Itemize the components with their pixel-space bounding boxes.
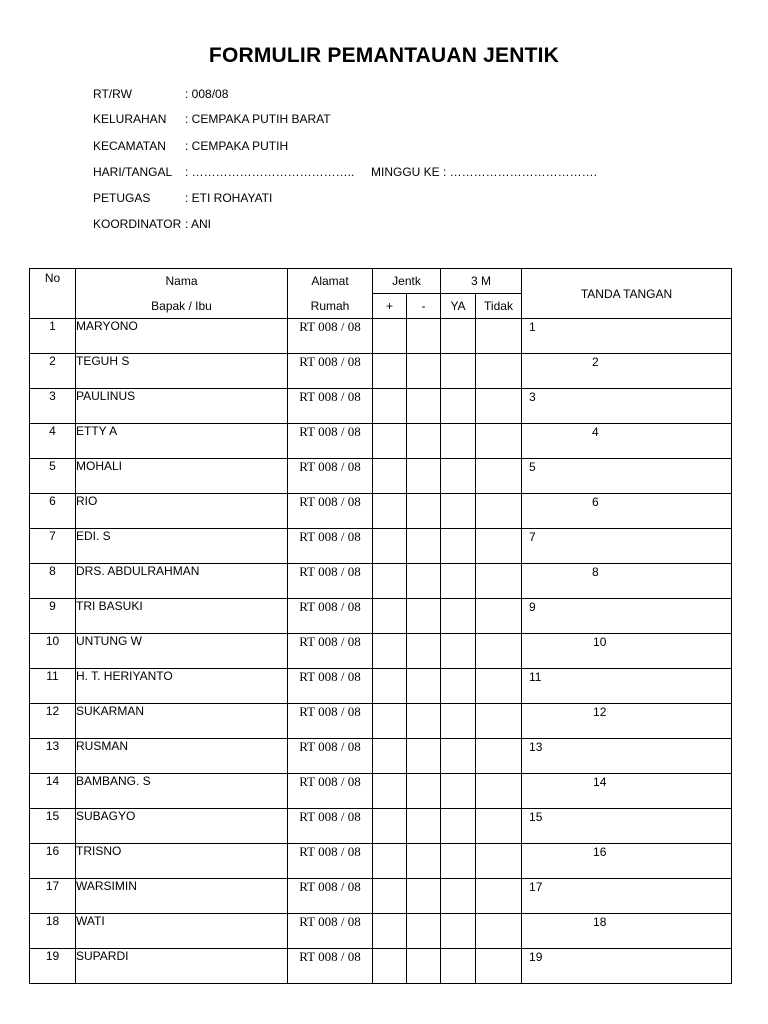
row-jentik-minus[interactable] bbox=[407, 319, 441, 354]
row-3m-tidak[interactable] bbox=[476, 844, 522, 879]
row-nama: TEGUH S bbox=[76, 354, 288, 389]
rt-rw-label: RT/RW bbox=[93, 87, 132, 101]
table-row bbox=[30, 844, 732, 879]
tanda-tangan-number: 18 bbox=[593, 915, 607, 929]
minggu-ke-field: MINGGU KE : ………………………………. bbox=[371, 165, 598, 179]
table-row bbox=[30, 914, 732, 949]
row-jentik-minus[interactable] bbox=[407, 389, 441, 424]
row-alamat: RT 008 / 08 bbox=[288, 564, 373, 599]
row-alamat: RT 008 / 08 bbox=[288, 599, 373, 634]
row-nama: RIO bbox=[76, 494, 288, 529]
table-row bbox=[30, 739, 732, 774]
table-row bbox=[30, 459, 732, 494]
row-nama: BAMBANG. S bbox=[76, 774, 288, 809]
kecamatan-value: : CEMPAKA PUTIH bbox=[185, 139, 289, 153]
table-row bbox=[30, 319, 732, 354]
row-3m-tidak[interactable] bbox=[476, 424, 522, 459]
row-3m-tidak[interactable] bbox=[476, 459, 522, 494]
table-row bbox=[30, 774, 732, 809]
row-nama: SUBAGYO bbox=[76, 809, 288, 844]
tanda-tangan-number: 3 bbox=[529, 390, 536, 404]
row-alamat: RT 008 / 08 bbox=[288, 669, 373, 704]
row-3m-ya[interactable] bbox=[441, 634, 476, 669]
row-no: 5 bbox=[30, 459, 76, 494]
row-jentik-plus[interactable] bbox=[373, 389, 407, 424]
row-alamat: RT 008 / 08 bbox=[288, 774, 373, 809]
header-tanda-tangan: TANDA TANGAN bbox=[522, 269, 732, 319]
header-alamat-sub: Rumah bbox=[288, 294, 373, 319]
row-3m-ya[interactable] bbox=[441, 949, 476, 984]
row-no: 16 bbox=[30, 844, 76, 879]
table-row bbox=[30, 564, 732, 599]
table-row bbox=[30, 424, 732, 459]
table-row bbox=[30, 879, 732, 914]
row-alamat: RT 008 / 08 bbox=[288, 844, 373, 879]
row-3m-tidak[interactable] bbox=[476, 529, 522, 564]
row-nama: H. T. HERIYANTO bbox=[76, 669, 288, 704]
row-no: 6 bbox=[30, 494, 76, 529]
tanda-tangan-number: 17 bbox=[529, 880, 543, 894]
row-3m-ya[interactable] bbox=[441, 669, 476, 704]
koordinator-label: KOORDINATOR bbox=[93, 217, 182, 231]
row-3m-ya[interactable] bbox=[441, 879, 476, 914]
row-jentik-plus[interactable] bbox=[373, 879, 407, 914]
row-no: 7 bbox=[30, 529, 76, 564]
row-alamat: RT 008 / 08 bbox=[288, 949, 373, 984]
row-tanda-tangan[interactable] bbox=[522, 564, 732, 599]
row-jentik-plus[interactable] bbox=[373, 459, 407, 494]
row-jentik-minus[interactable] bbox=[407, 494, 441, 529]
table-row bbox=[30, 809, 732, 844]
row-tanda-tangan[interactable] bbox=[522, 354, 732, 389]
row-alamat: RT 008 / 08 bbox=[288, 739, 373, 774]
row-jentik-minus[interactable] bbox=[407, 879, 441, 914]
row-3m-ya[interactable] bbox=[441, 599, 476, 634]
row-tanda-tangan[interactable] bbox=[522, 704, 732, 739]
row-tanda-tangan[interactable] bbox=[522, 599, 732, 634]
row-tanda-tangan[interactable] bbox=[522, 459, 732, 494]
row-3m-tidak[interactable] bbox=[476, 739, 522, 774]
row-jentik-plus[interactable] bbox=[373, 704, 407, 739]
row-no: 12 bbox=[30, 704, 76, 739]
header-alamat: Alamat bbox=[288, 269, 373, 294]
tanda-tangan-number: 6 bbox=[592, 495, 599, 509]
row-tanda-tangan[interactable] bbox=[522, 844, 732, 879]
row-no: 8 bbox=[30, 564, 76, 599]
row-nama: DRS. ABDULRAHMAN bbox=[76, 564, 288, 599]
row-tanda-tangan[interactable] bbox=[522, 914, 732, 949]
row-no: 18 bbox=[30, 914, 76, 949]
row-jentik-plus[interactable] bbox=[373, 424, 407, 459]
row-3m-ya[interactable] bbox=[441, 459, 476, 494]
row-jentik-minus[interactable] bbox=[407, 459, 441, 494]
row-jentik-plus[interactable] bbox=[373, 634, 407, 669]
row-alamat: RT 008 / 08 bbox=[288, 459, 373, 494]
tanda-tangan-number: 8 bbox=[592, 565, 599, 579]
row-no: 19 bbox=[30, 949, 76, 984]
row-tanda-tangan[interactable] bbox=[522, 424, 732, 459]
row-alamat: RT 008 / 08 bbox=[288, 809, 373, 844]
row-3m-tidak[interactable] bbox=[476, 564, 522, 599]
row-no: 11 bbox=[30, 669, 76, 704]
row-no: 15 bbox=[30, 809, 76, 844]
row-tanda-tangan[interactable] bbox=[522, 319, 732, 354]
table-row bbox=[30, 389, 732, 424]
row-jentik-plus[interactable] bbox=[373, 354, 407, 389]
row-jentik-plus[interactable] bbox=[373, 494, 407, 529]
row-jentik-minus[interactable] bbox=[407, 599, 441, 634]
row-no: 4 bbox=[30, 424, 76, 459]
row-alamat: RT 008 / 08 bbox=[288, 389, 373, 424]
header-nama: Nama bbox=[76, 269, 288, 294]
header-no: No bbox=[30, 269, 76, 319]
header-3m: 3 M bbox=[441, 269, 522, 294]
tanda-tangan-number: 7 bbox=[529, 530, 536, 544]
tanda-tangan-number: 2 bbox=[592, 355, 599, 369]
row-3m-tidak[interactable] bbox=[476, 774, 522, 809]
row-alamat: RT 008 / 08 bbox=[288, 914, 373, 949]
row-jentik-minus[interactable] bbox=[407, 739, 441, 774]
row-no: 2 bbox=[30, 354, 76, 389]
table-row bbox=[30, 669, 732, 704]
row-jentik-minus[interactable] bbox=[407, 354, 441, 389]
row-jentik-plus[interactable] bbox=[373, 564, 407, 599]
row-3m-ya[interactable] bbox=[441, 564, 476, 599]
row-3m-tidak[interactable] bbox=[476, 634, 522, 669]
row-no: 9 bbox=[30, 599, 76, 634]
tanda-tangan-number: 13 bbox=[529, 740, 543, 754]
header-nama-sub: Bapak / Ibu bbox=[76, 294, 288, 319]
row-nama: TRI BASUKI bbox=[76, 599, 288, 634]
row-3m-tidak[interactable] bbox=[476, 354, 522, 389]
header-ya: YA bbox=[441, 294, 476, 319]
row-jentik-minus[interactable] bbox=[407, 809, 441, 844]
tanda-tangan-number: 19 bbox=[529, 950, 543, 964]
row-tanda-tangan[interactable] bbox=[522, 774, 732, 809]
row-alamat: RT 008 / 08 bbox=[288, 319, 373, 354]
table-row bbox=[30, 704, 732, 739]
hari-tangal-value: : ………………………………….. bbox=[185, 165, 355, 179]
row-3m-tidak[interactable] bbox=[476, 809, 522, 844]
row-3m-tidak[interactable] bbox=[476, 669, 522, 704]
row-3m-ya[interactable] bbox=[441, 494, 476, 529]
monitoring-table bbox=[29, 268, 732, 984]
row-jentik-minus[interactable] bbox=[407, 774, 441, 809]
row-nama: MOHALI bbox=[76, 459, 288, 494]
table-row bbox=[30, 634, 732, 669]
row-3m-tidak[interactable] bbox=[476, 914, 522, 949]
row-3m-ya[interactable] bbox=[441, 529, 476, 564]
row-tanda-tangan[interactable] bbox=[522, 669, 732, 704]
row-nama: TRISNO bbox=[76, 844, 288, 879]
header-jentik: Jentk bbox=[373, 269, 441, 294]
row-nama: WATI bbox=[76, 914, 288, 949]
row-alamat: RT 008 / 08 bbox=[288, 879, 373, 914]
petugas-label: PETUGAS bbox=[93, 191, 151, 205]
row-no: 17 bbox=[30, 879, 76, 914]
row-tanda-tangan[interactable] bbox=[522, 529, 732, 564]
row-alamat: RT 008 / 08 bbox=[288, 634, 373, 669]
rt-rw-value: : 008/08 bbox=[185, 87, 229, 101]
kecamatan-label: KECAMATAN bbox=[93, 139, 166, 153]
row-3m-ya[interactable] bbox=[441, 739, 476, 774]
tanda-tangan-number: 5 bbox=[529, 460, 536, 474]
koordinator-value: : ANI bbox=[185, 217, 212, 231]
row-tanda-tangan[interactable] bbox=[522, 879, 732, 914]
table-row bbox=[30, 599, 732, 634]
row-3m-tidak[interactable] bbox=[476, 389, 522, 424]
row-nama: PAULINUS bbox=[76, 389, 288, 424]
row-3m-ya[interactable] bbox=[441, 809, 476, 844]
row-jentik-plus[interactable] bbox=[373, 774, 407, 809]
row-alamat: RT 008 / 08 bbox=[288, 704, 373, 739]
row-jentik-minus[interactable] bbox=[407, 529, 441, 564]
row-jentik-plus[interactable] bbox=[373, 669, 407, 704]
kelurahan-label: KELURAHAN bbox=[93, 112, 167, 126]
row-jentik-minus[interactable] bbox=[407, 669, 441, 704]
tanda-tangan-number: 16 bbox=[593, 845, 607, 859]
row-tanda-tangan[interactable] bbox=[522, 389, 732, 424]
row-3m-tidak[interactable] bbox=[476, 319, 522, 354]
row-3m-tidak[interactable] bbox=[476, 599, 522, 634]
row-jentik-plus[interactable] bbox=[373, 949, 407, 984]
row-alamat: RT 008 / 08 bbox=[288, 494, 373, 529]
tanda-tangan-number: 10 bbox=[593, 635, 607, 649]
row-no: 14 bbox=[30, 774, 76, 809]
petugas-value: : ETI ROHAYATI bbox=[185, 191, 273, 205]
info-hari-tangal bbox=[93, 164, 693, 180]
tanda-tangan-number: 14 bbox=[593, 775, 607, 789]
header-jentik-minus: - bbox=[407, 294, 441, 319]
row-nama: RUSMAN bbox=[76, 739, 288, 774]
row-tanda-tangan[interactable] bbox=[522, 809, 732, 844]
row-jentik-plus[interactable] bbox=[373, 844, 407, 879]
row-3m-tidak[interactable] bbox=[476, 704, 522, 739]
row-3m-ya[interactable] bbox=[441, 424, 476, 459]
row-jentik-plus[interactable] bbox=[373, 319, 407, 354]
table-row bbox=[30, 494, 732, 529]
table-row bbox=[30, 354, 732, 389]
row-3m-ya[interactable] bbox=[441, 704, 476, 739]
row-3m-ya[interactable] bbox=[441, 319, 476, 354]
row-nama: SUPARDI bbox=[76, 949, 288, 984]
row-3m-ya[interactable] bbox=[441, 844, 476, 879]
row-alamat: RT 008 / 08 bbox=[288, 354, 373, 389]
header-tidak: Tidak bbox=[476, 294, 522, 319]
row-tanda-tangan[interactable] bbox=[522, 949, 732, 984]
row-nama: WARSIMIN bbox=[76, 879, 288, 914]
row-no: 10 bbox=[30, 634, 76, 669]
tanda-tangan-number: 4 bbox=[592, 425, 599, 439]
row-jentik-plus[interactable] bbox=[373, 809, 407, 844]
row-3m-tidak[interactable] bbox=[476, 879, 522, 914]
row-tanda-tangan[interactable] bbox=[522, 494, 732, 529]
row-jentik-minus[interactable] bbox=[407, 424, 441, 459]
header-jentik-plus: + bbox=[373, 294, 407, 319]
row-nama: ETTY A bbox=[76, 424, 288, 459]
kelurahan-value: : CEMPAKA PUTIH BARAT bbox=[185, 112, 331, 126]
row-jentik-minus[interactable] bbox=[407, 914, 441, 949]
row-nama: EDI. S bbox=[76, 529, 288, 564]
row-alamat: RT 008 / 08 bbox=[288, 424, 373, 459]
tanda-tangan-number: 12 bbox=[593, 705, 607, 719]
row-tanda-tangan[interactable] bbox=[522, 634, 732, 669]
row-nama: MARYONO bbox=[76, 319, 288, 354]
row-jentik-plus[interactable] bbox=[373, 739, 407, 774]
row-no: 1 bbox=[30, 319, 76, 354]
row-nama: UNTUNG W bbox=[76, 634, 288, 669]
row-jentik-minus[interactable] bbox=[407, 844, 441, 879]
row-nama: SUKARMAN bbox=[76, 704, 288, 739]
tanda-tangan-number: 9 bbox=[529, 600, 536, 614]
row-jentik-minus[interactable] bbox=[407, 704, 441, 739]
table-row bbox=[30, 949, 732, 984]
row-jentik-minus[interactable] bbox=[407, 564, 441, 599]
row-no: 3 bbox=[30, 389, 76, 424]
row-3m-tidak[interactable] bbox=[476, 494, 522, 529]
tanda-tangan-number: 15 bbox=[529, 810, 543, 824]
tanda-tangan-number: 11 bbox=[529, 670, 542, 684]
row-3m-ya[interactable] bbox=[441, 774, 476, 809]
row-jentik-minus[interactable] bbox=[407, 949, 441, 984]
row-3m-ya[interactable] bbox=[441, 354, 476, 389]
row-jentik-plus[interactable] bbox=[373, 599, 407, 634]
tanda-tangan-number: 1 bbox=[529, 320, 536, 334]
row-jentik-plus[interactable] bbox=[373, 914, 407, 949]
row-3m-tidak[interactable] bbox=[476, 949, 522, 984]
row-no: 13 bbox=[30, 739, 76, 774]
row-alamat: RT 008 / 08 bbox=[288, 529, 373, 564]
row-3m-ya[interactable] bbox=[441, 914, 476, 949]
row-tanda-tangan[interactable] bbox=[522, 739, 732, 774]
hari-tangal-label: HARI/TANGAL bbox=[93, 165, 173, 179]
table-row bbox=[30, 529, 732, 564]
row-jentik-plus[interactable] bbox=[373, 529, 407, 564]
row-jentik-minus[interactable] bbox=[407, 634, 441, 669]
page-title: FORMULIR PEMANTAUAN JENTIK bbox=[208, 44, 560, 67]
row-3m-ya[interactable] bbox=[441, 389, 476, 424]
